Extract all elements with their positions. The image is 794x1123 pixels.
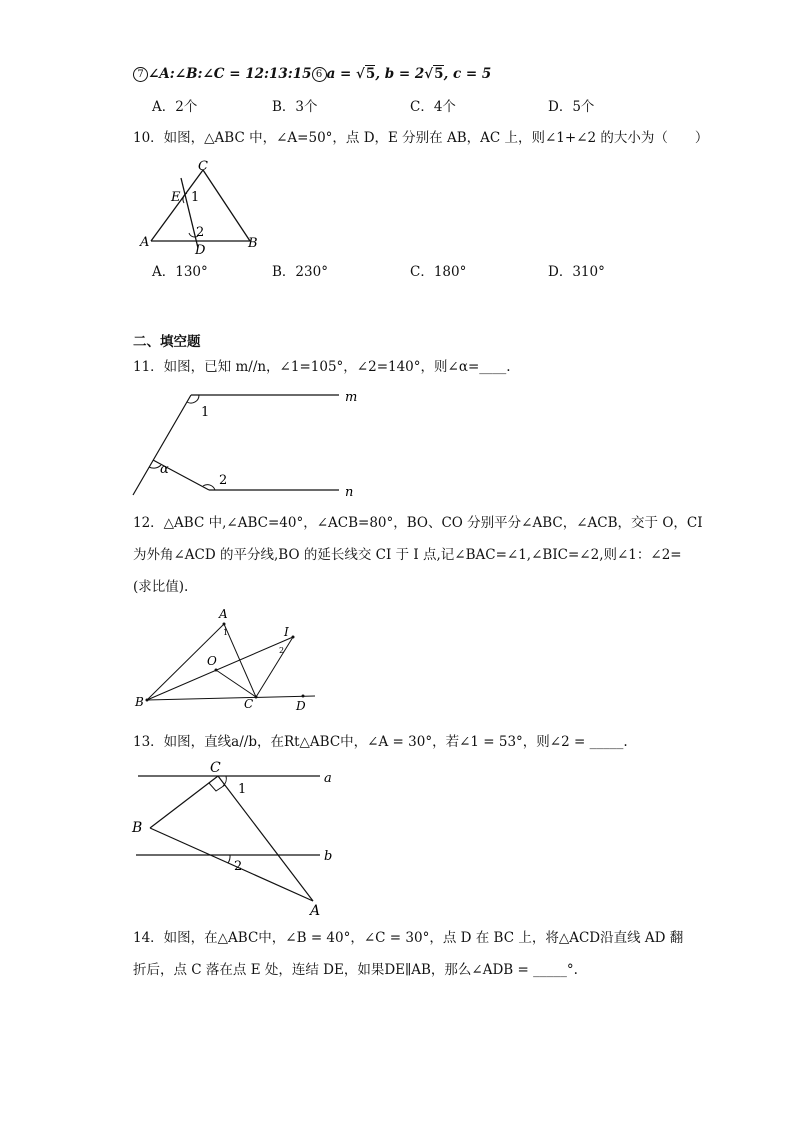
q9-items-line: 7 ∠A:∠B:∠C = 12:13:15 6 a = √5, b = 2√5, c = 5 [133, 64, 491, 84]
q13-label-c: C [210, 760, 221, 776]
q12-line1: 12．△ABC 中,∠ABC=40°，∠ACB=80°，BO、CO 分别平分∠ABC，∠ACB，交于 O，CI [133, 515, 703, 531]
q10-label-d: D [195, 243, 206, 258]
q14-line1: 14．如图，在△ABC中，∠B = 40°，∠C = 30°，点 D 在 BC 上，将△ACD沿直线 AD 翻 [133, 930, 684, 946]
q9-item6-c: , c = 5 [443, 66, 492, 82]
q10-figure [135, 158, 265, 258]
q11-label-n: n [345, 485, 354, 500]
q12-label-1: 1 [223, 628, 229, 637]
q12-label-c: C [244, 697, 254, 711]
q12-label-b: B [135, 695, 144, 709]
q12-line3: (求比值). [133, 579, 189, 595]
q9-item7: ∠A:∠B:∠C = 12:13:15 [148, 66, 312, 82]
q10-option-c[interactable]: C．180° [410, 264, 467, 280]
q13-label-a-vertex: A [310, 903, 321, 918]
q11-label-alpha: α [160, 462, 169, 477]
q11-figure [125, 385, 365, 500]
q12-label-o: O [207, 654, 217, 668]
q9-option-d[interactable]: D．5个 [548, 99, 595, 115]
q11-label-m: m [345, 390, 358, 405]
q12-label-a: A [219, 607, 228, 621]
q10-label-e: E [171, 190, 181, 205]
q10-option-d[interactable]: D．310° [548, 264, 605, 280]
q10-label-a: A [140, 235, 150, 250]
circled-number-6: 6 [312, 67, 327, 82]
q13-label-b-vertex: B [132, 820, 143, 836]
q13-question: 13．如图，直线a//b，在Rt△ABC中，∠A = 30°，若∠1 = 53°，则∠2 = _____. [133, 734, 628, 750]
q10-label-2: 2 [196, 225, 205, 240]
q12-line2: 为外角∠ACD 的平分线,BO 的延长线交 CI 于 I 点,记∠BAC=∠1,∠BIC=∠2,则∠1：∠2= [133, 547, 682, 563]
q9-option-a[interactable]: A．2个 [152, 99, 198, 115]
section-title: 二、填空题 [133, 334, 201, 350]
sqrt-5: 5 [365, 66, 376, 82]
q9-option-b[interactable]: B．3个 [272, 99, 318, 115]
q12-figure [130, 604, 330, 714]
q9-item6-a: a = [326, 66, 357, 82]
q10-label-b: B [248, 236, 258, 251]
q10-question: 10．如图，△ABC 中，∠A=50°，点 D，E 分别在 AB，AC 上，则∠1+∠2 的大小为（ ） [133, 130, 709, 146]
q13-label-b-line: b [324, 849, 333, 864]
q10-label-c: C [198, 159, 208, 174]
q13-figure [128, 758, 348, 918]
q10-option-a[interactable]: A．130° [152, 264, 208, 280]
q12-label-i: I [284, 625, 289, 639]
q12-label-d: D [296, 699, 306, 713]
q9-option-c[interactable]: C．4个 [410, 99, 456, 115]
q10-label-1: 1 [191, 190, 200, 205]
q10-option-b[interactable]: B．230° [272, 264, 328, 280]
q11-label-2: 2 [219, 473, 228, 488]
q13-label-1: 1 [238, 782, 247, 797]
q11-label-1: 1 [201, 405, 210, 420]
q9-item6-b: , b = 2 [375, 66, 425, 82]
q14-line2: 折后，点 C 落在点 E 处，连结 DE，如果DE∥AB，那么∠ADB = _____°. [133, 962, 578, 978]
sqrt-5: 5 [434, 66, 444, 82]
q13-label-2: 2 [234, 859, 243, 874]
q12-label-2: 2 [279, 646, 285, 655]
q11-question: 11．如图，已知 m//n，∠1=105°，∠2=140°，则∠α=____. [133, 359, 511, 375]
q13-label-a-line: a [324, 771, 332, 786]
circled-number-7: 7 [133, 67, 148, 82]
